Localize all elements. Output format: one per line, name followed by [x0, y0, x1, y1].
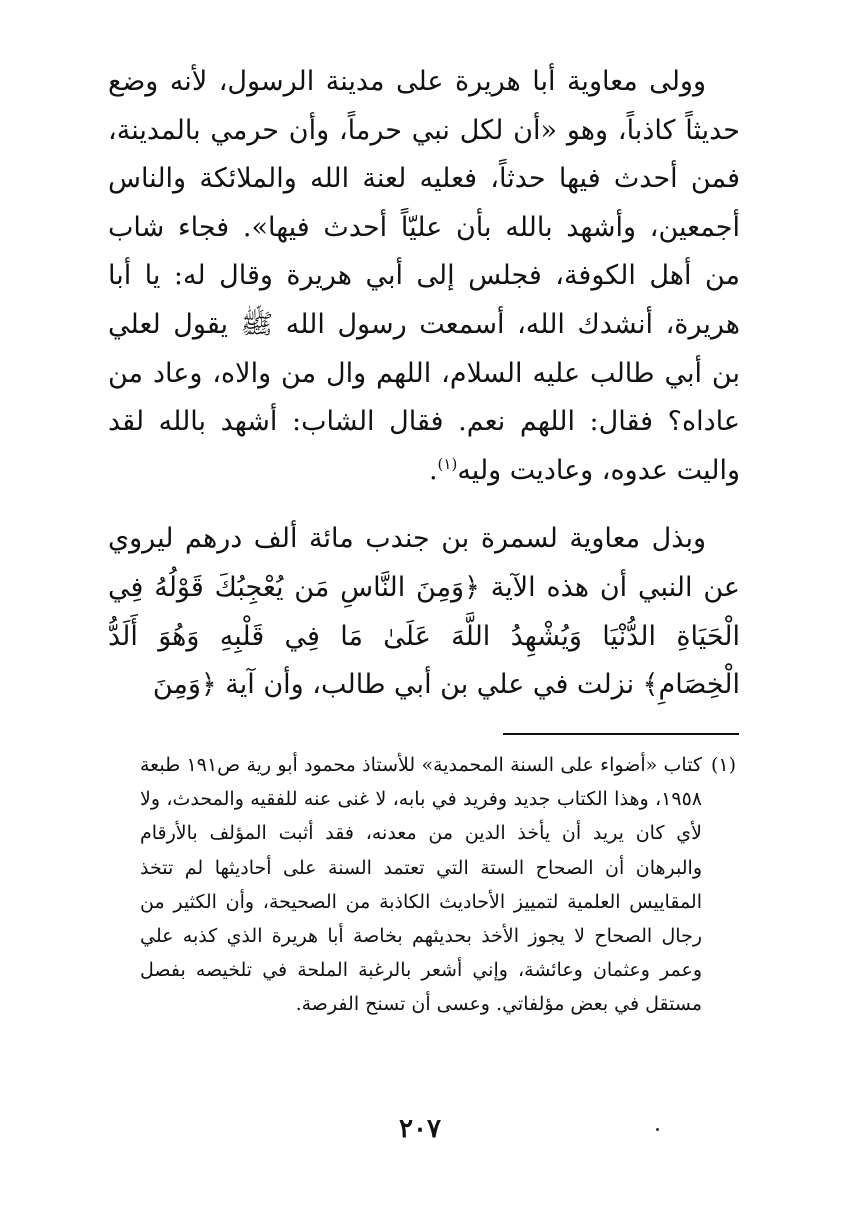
- paragraph-text: وبذل معاوية لسمرة بن جندب مائة ألف درهم ليروي عن النبي أن هذه الآية ﴿وَمِنَ النَّاسِ مَن يُعْجِبُكَ قَوْلُهُ فِي الْحَيَاةِ الدُّنْيَا وَيُشْهِدُ اللَّهَ عَلَىٰ مَا فِي قَلْبِهِ وَهُوَ أَلَدُّ الْخِصَامِ﴾ نزلت في علي بن أبي طالب، وأن آية ﴿وَمِنَ: [108, 523, 740, 701]
- paragraph-text: وولى معاوية أبا هريرة على مدينة الرسول، لأنه وضع حديثاً كاذباً، وهو «أن لكل نبي حرماً، وأن حرمي بالمدينة، فمن أحدث فيها حدثاً، فعليه لعنة الله والملائكة والناس أجمعين، وأشهد بالله بأن عليّاً أحدث فيها». فجاء شاب من أهل الكوفة، فجلس إلى أبي هريرة وقال له: يا أبا هريرة، أنشدك الله، أسمعت رسول الله ﷺ يقول لعلي بن أبي طالب عليه السلام، اللهم وال من والاه، وعاد من عاداه؟ فقال: اللهم نعم. فقال الشاب: أشهد بالله لقد واليت عدوه، وعاديت وليه: [108, 66, 740, 486]
- paragraph: [108, 58, 740, 495]
- print-dot: [656, 1128, 659, 1131]
- page-number: ٢٠٧: [399, 1114, 441, 1144]
- footnote-text: كتاب «أضواء على السنة المحمدية» للأستاذ محمود أبو رية ص١٩١ طبعة ١٩٥٨، وهذا الكتاب جديد وفريد في بابه، لا غنى عنه للفقيه والمحدث، ولا لأي كان يريد أن يأخذ الدين من معدنه، فقد أثبت المؤلف بالأرقام والبرهان أن الصحاح الستة التي تعتمد السنة على أحاديثها لم تتخذ المقاييس العلمية لتمييز الأحاديث الكاذبة من الصحيحة، وأن الكثير من رجال الصحاح لا يجوز الأخذ بحديثهم بخاصة أبا هريرة الذي كذبه علي وعمر وعثمان وعائشة، وإني أشعر بالرغبة الملحة في تلخيصه بفصل مستقل في بعض مؤلفاتي. وعسى أن تسنح الفرصة.: [140, 754, 703, 1016]
- paragraph-end: .: [428, 454, 438, 486]
- footnote-reference: (١): [437, 454, 458, 473]
- paragraph: [108, 515, 740, 709]
- footnote-divider: [503, 733, 739, 735]
- footnote: [140, 748, 736, 1022]
- main-text: [108, 58, 740, 710]
- footnote-marker: (١): [710, 754, 736, 776]
